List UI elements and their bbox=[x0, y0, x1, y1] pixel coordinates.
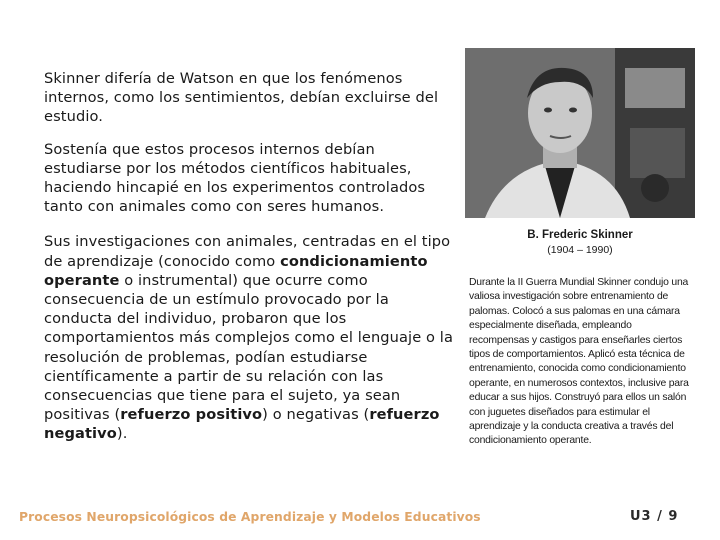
caption-name: B. Frederic Skinner bbox=[527, 229, 633, 241]
term-operant-conditioning: condicionamiento operante bbox=[44, 252, 428, 289]
term-positive-reinforcement: refuerzo positivo bbox=[120, 406, 263, 424]
paragraph-research-text-2: o instrumental) que ocurre como consecuencia de un estímulo provocado por la conducta del individuo, probaron que los comportamientos más complejos como el lenguaje o la resolución de problemas, podían estudiarse científicamente a partir de su relación con las consecuencias que tiene para el sujeto, ya sean positivas ( bbox=[44, 271, 453, 424]
skinner-portrait-photo bbox=[465, 48, 695, 218]
main-text-column bbox=[44, 69, 454, 457]
paragraph-research-text-3: ) o negativas ( bbox=[262, 406, 370, 424]
term-negative-reinforcement: refuerzo negativo bbox=[44, 406, 440, 443]
footer-course-title: Procesos Neuropsicológicos de Aprendizaje y Modelos Educativos bbox=[19, 510, 481, 524]
caption-years: (1904 – 1990) bbox=[547, 244, 613, 256]
paragraph-research-text-1: Sus investigaciones con animales, centradas en el tipo de aprendizaje (conocido como bbox=[44, 233, 451, 270]
paragraph-watson: Skinner difería de Watson en que los fenómenos internos, como los sentimientos, debían excluirse del estudio. bbox=[44, 70, 439, 126]
caption-description: Durante la II Guerra Mundial Skinner condujo una valiosa investigación sobre entrenamiento de palomas. Colocó a sus palomas en una cámara especialmente diseñada, empleando recompensas y castigos para enseñarles ciertos tipos de comportamientos. Aplicó esta técnica de entrenamiento, conocida como condicionamiento operante, en numerosos contextos, inclusive para educar a sus hijos. Construyó para ellos un salón con juguetes diseñados para estimular el aprendizaje y la conducta creativa a través del condicionamiento operante. bbox=[469, 277, 689, 447]
paragraph-methods: Sostenía que estos procesos internos debían estudiarse por los métodos científicos habituales, haciendo hincapié en los experimentos controlados tanto con animales como con seres humanos. bbox=[44, 140, 426, 216]
portrait-illustration bbox=[465, 48, 695, 218]
paragraph-research bbox=[44, 232, 454, 443]
paragraph-research-text-4: ). bbox=[116, 425, 128, 443]
footer-page-number: U3 / 9 bbox=[630, 509, 679, 524]
